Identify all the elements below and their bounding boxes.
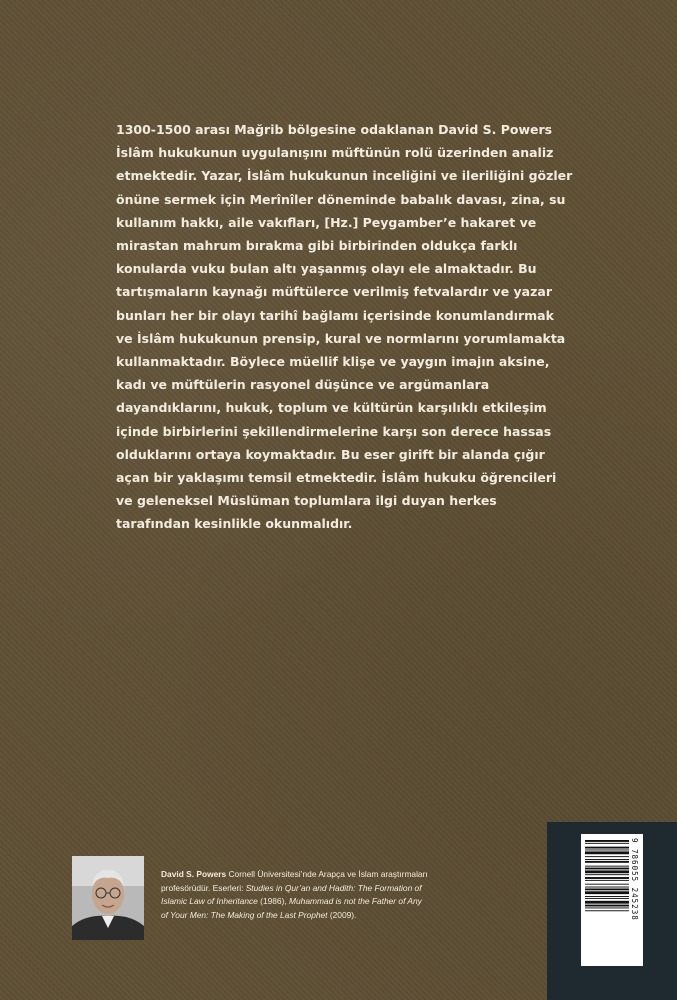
bio-line: of Your Men: The Making of the Last Prophet (2009). (161, 909, 357, 920)
barcode-bar (585, 901, 629, 904)
blurb-line: 1300-1500 arası Mağrib bölgesine odaklanan David S. Powers (116, 122, 553, 137)
barcode-bar (585, 868, 629, 870)
blurb-line: önüne sermek için Merînîler döneminde babalık davası, zina, su (116, 191, 566, 207)
barcode-bar (585, 888, 629, 890)
barcode-bar (585, 896, 629, 897)
barcode-bar (585, 856, 629, 857)
blurb-line: etmektedir. Yazar, İslâm hukukunun inceliğini ve ileriliğini gözler (116, 168, 573, 184)
blurb-line: tarafından kesinlikle okunmalıdır. (116, 516, 353, 532)
barcode-bar (585, 850, 629, 851)
barcode-bar (585, 907, 629, 908)
barcode-bar (585, 905, 629, 907)
blurb-line: kullanım hakkı, aile vakıfları, [Hz.] Peygamber’e hakaret ve (116, 214, 537, 230)
barcode-bar (585, 861, 629, 863)
blurb-line: tartışmaların kaynağı müftülerce verilmiş fetvalardır ve yazar (116, 284, 552, 300)
bio-line: Islamic Law of Inheritance (1986), Muhammad is not the Father of Any (161, 896, 422, 907)
barcode-bar (585, 847, 629, 849)
isbn-digits: 9 786055 245238 (630, 838, 639, 921)
barcode-bar (585, 884, 629, 885)
barcode-bar (585, 910, 629, 911)
bio-line: David S. Powers Cornell Üniversitesi’nde Arapça ve İslam araştırmaları (161, 869, 428, 879)
author-photo (72, 856, 144, 940)
barcode-bar (585, 877, 629, 879)
barcode-bar (585, 874, 629, 875)
blurb-line: konularda vuku bulan altı yaşanmış olayı ele almaktadır. Bu (116, 261, 537, 277)
blurb-line: kadı ve müftülerin rasyonel düşünce ve argümanlara (116, 377, 490, 393)
barcode-bar (585, 851, 629, 854)
author-name: David S. Powers (161, 869, 227, 879)
book-title: of Your Men: The Making of the Last Prophet (161, 909, 328, 920)
blurb-line: bunları her bir olayı tarihî bağlamı içerisinde konumlandırmak (116, 307, 554, 323)
barcode-bar (585, 866, 629, 867)
blurb-line: dayandıklarını, hukuk, toplum ve kültürün karşılıklı etkileşim (116, 400, 547, 416)
book-title: Islamic Law of Inheritance (161, 896, 258, 907)
blurb-line: mirastan mahrum bırakma gibi birbirinden oldukça farklı (116, 238, 518, 254)
author-bio (161, 868, 531, 922)
book-title: Muhammad is not the Father of Any (289, 896, 422, 907)
barcode-bar (585, 891, 629, 894)
barcode-bar (585, 840, 629, 842)
blurb-line: içinde birbirlerini şekillendirmelerine karşı son derece hassas (116, 423, 552, 439)
blurb-line: ve İslâm hukukunun prensip, kural ve normlarını yorumlamakta (116, 330, 566, 346)
back-cover-blurb (116, 118, 573, 536)
book-title: Studies in Qur’an and Hadith: The Formation of (245, 882, 422, 893)
blurb-line: açan bir yaklaşımı temsil etmektedir. İslâm hukuku öğrencileri (116, 470, 557, 486)
barcode-bar (585, 887, 629, 888)
blurb-line: kullanmaktadır. Böylece müellif klişe ve yaygın imajın aksine, (116, 354, 550, 370)
barcode-bar (585, 898, 629, 899)
barcode-bar (585, 843, 629, 844)
blurb-line: İslâm hukukunun uygulanışını müftünün rolü üzerinden analiz (116, 145, 554, 161)
blurb-line: olduklarını ortaya koymaktadır. Bu eser girift bir alanda çığır (116, 446, 545, 462)
author-portrait-icon (72, 856, 144, 940)
blurb-line: ve geleneksel Müslüman toplumlara ilgi duyan herkes (116, 493, 497, 509)
barcode-bar (585, 859, 629, 860)
barcode-bar (585, 880, 629, 881)
bio-line: profesörüdür. Eserleri: Studies in Qur’an and Hadith: The Formation of (161, 882, 422, 893)
barcode-bar (585, 870, 629, 873)
